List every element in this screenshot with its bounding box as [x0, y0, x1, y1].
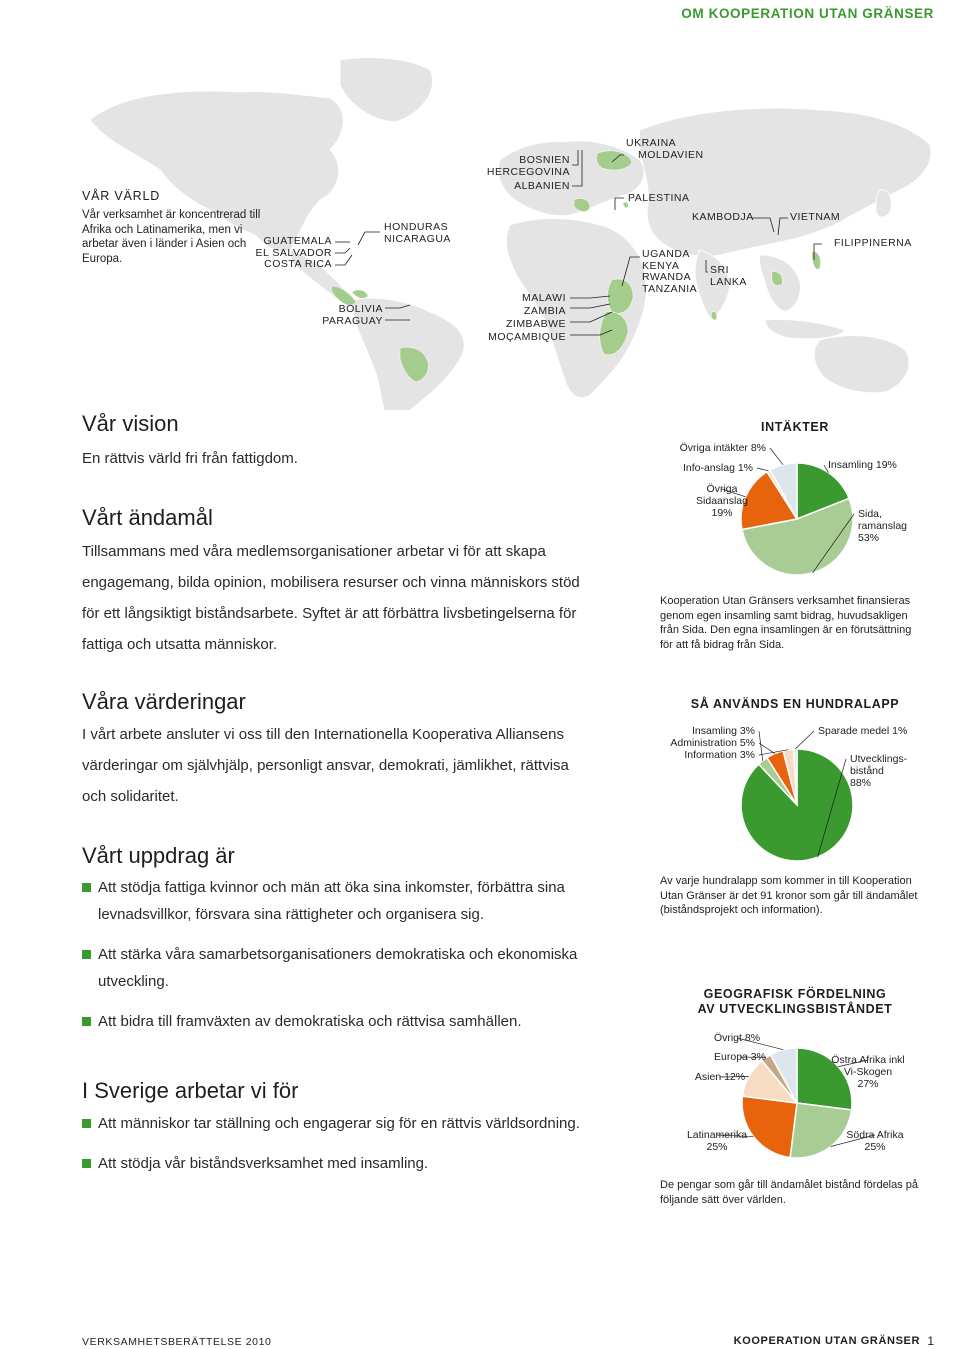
- our-world-title: VÅR VÄRLD: [82, 189, 161, 203]
- list-item: Att stödja fattiga kvinnor och män att öka sina inkomster, förbättra sina levnadsvillkor, försvara sina rättigheter och organisera sig.: [82, 874, 622, 928]
- map-label-honduras-nicaragua: HONDURAS NICARAGUA: [384, 221, 451, 245]
- pie-slice-label: Sida, ramanslag 53%: [858, 508, 908, 544]
- vision-heading: Vår vision: [82, 411, 179, 436]
- map-label-palestine: PALESTINA: [628, 192, 690, 204]
- map-label-south-america: BOLIVIA PARAGUAY: [322, 303, 383, 327]
- pie-slice-label: Övrigt 8%: [713, 1032, 761, 1044]
- footer-org-name: KOOPERATION UTAN GRÄNSER: [733, 1335, 920, 1347]
- vision-text: En rättvis värld fri från fattigdom.: [82, 450, 298, 467]
- pie-slice-label: Administration 5%: [670, 737, 755, 749]
- pie-slice-label: Södra Afrika 25%: [846, 1129, 904, 1153]
- pie-slice-label: Asien 12%: [694, 1071, 746, 1083]
- income-pie-chart: [660, 440, 960, 585]
- pie-slice-label: Insamling 19%: [828, 459, 897, 471]
- map-indonesia: [765, 319, 845, 338]
- map-label-philippines: FILIPPINERNA: [834, 237, 912, 249]
- map-europe: [498, 141, 644, 216]
- pie-slice-label: Utvecklings-bistånd 88%: [850, 753, 908, 789]
- list-item: Att människor tar ställning och engagerar sig för en rättvis världsordning.: [82, 1110, 622, 1137]
- mission-list: [82, 874, 622, 1035]
- purpose-heading: Vårt ändamål: [82, 505, 213, 530]
- list-item: Att stödja vår biståndsverksamhet med insamling.: [82, 1150, 622, 1177]
- map-label-east-europe: UKRAINA MOLDAVIEN: [626, 137, 704, 161]
- our-world-text: Vår verksamhet är koncentrerad till Afrika och Latinamerika, men vi arbetar även i länder i Asien och Europa.: [82, 209, 261, 265]
- map-label-east-africa: UGANDA KENYA RWANDA TANZANIA: [642, 248, 698, 295]
- pie-slice: [742, 1096, 797, 1157]
- income-chart-note: Kooperation Utan Gränsers verksamhet finansieras genom egen insamling samt bidrag, huvudsakligen från Sida. Den egna insamlingen är en förutsättning för att få bidrag från Sida.: [660, 595, 912, 651]
- pie-leader-line: [795, 731, 814, 749]
- map-highlight-philippines: [812, 252, 821, 270]
- map-japan: [876, 190, 891, 217]
- pie-slice-label: Information 3%: [684, 749, 755, 761]
- sweden-heading: I Sverige arbetar vi för: [82, 1078, 299, 1103]
- map-label-southern-africa: MALAWI ZAMBIA ZIMBABWE MOÇAMBIQUE: [488, 292, 566, 343]
- pie-slice-label: Insamling 3%: [691, 725, 755, 737]
- income-chart-title: INTÄKTER: [761, 420, 829, 434]
- pie-slice-label: Östra Afrika inkl Vi-Skogen 27%: [831, 1054, 905, 1090]
- pie-slice: [790, 1103, 851, 1158]
- map-label-balkans: BOSNIEN HERCEGOVINA: [486, 154, 570, 178]
- world-map-section: [0, 50, 960, 410]
- map-label-sri-lanka: SRI LANKA: [710, 264, 747, 288]
- footer-report-title: VERKSAMHETSBERÄTTELSE 2010: [82, 1336, 272, 1348]
- page-number: 1: [927, 1334, 934, 1348]
- map-label-cambodia: KAMBODJA: [692, 211, 754, 223]
- geo-chart-note: De pengar som går till ändamålet bistånd fördelas på följande sätt över världen.: [660, 1179, 919, 1206]
- geo-chart-title: GEOGRAFISK FÖRDELNING AV UTVECKLINGSBISTÅNDET: [697, 987, 893, 1016]
- hundred-chart-title: SÅ ANVÄNDS EN HUNDRALAPP: [690, 697, 900, 711]
- leader-line: [358, 232, 380, 245]
- mission-heading: Vårt uppdrag är: [82, 843, 235, 868]
- map-australia: [814, 336, 909, 393]
- pie-slice-label: Info-anslag 1%: [682, 462, 753, 474]
- map-asia: [639, 108, 931, 256]
- sweden-list: [82, 1110, 622, 1177]
- values-text: I vårt arbete ansluter vi oss till den Internationella Kooperativa Alliansens värderingar om självhjälp, personligt ansvar, demokrati, jämlikhet, rättvisa och solidaritet.: [82, 726, 569, 805]
- values-heading: Våra värderingar: [82, 689, 246, 714]
- pie-leader-line: [770, 448, 783, 465]
- leader-line: [335, 248, 350, 253]
- pie-slice-label: Latinamerika 25%: [686, 1129, 748, 1153]
- list-item: Att bidra till framväxten av demokratiska och rättvisa samhällen.: [82, 1008, 622, 1035]
- purpose-text: Tillsammans med våra medlemsorganisationer arbetar vi för att skapa engagemang, bilda opinion, mobilisera resurser och vinna människors stöd för ett långsiktigt biståndsarbete. Syftet är att förbättra livsbetingelserna för fattiga och utsatta människor.: [82, 543, 580, 653]
- map-greenland: [340, 58, 433, 122]
- header-title: OM KOOPERATION UTAN GRÄNSER: [681, 6, 934, 21]
- pie-slice-label: Övriga Sidaanslag 19%: [696, 483, 748, 519]
- leader-line: [615, 198, 624, 210]
- map-highlight-honduras: [352, 290, 368, 298]
- leader-line: [335, 255, 352, 265]
- geo-pie-chart: [660, 1025, 960, 1175]
- pie-slice-label: Övriga intäkter 8%: [679, 442, 766, 454]
- pie-leader-line: [759, 731, 763, 761]
- map-label-albania: ALBANIEN: [514, 180, 570, 192]
- pie-leader-line: [757, 468, 769, 471]
- map-label-vietnam: VIETNAM: [790, 211, 841, 223]
- hundred-chart-note: Av varje hundralapp som kommer in till Kooperation Utan Gränser är det 91 kronor som går till ändamålet (biståndsprojekt och information).: [660, 875, 918, 916]
- hundred-pie-chart: [660, 718, 960, 863]
- pie-slice-label: Europa 3%: [714, 1051, 766, 1063]
- pie-slice-label: Sparade medel 1%: [818, 725, 908, 737]
- list-item: Att stärka våra samarbetsorganisationers demokratiska och ekonomiska utveckling.: [82, 941, 622, 995]
- map-label-central-america: GUATEMALA EL SALVADOR COSTA RICA: [255, 235, 332, 270]
